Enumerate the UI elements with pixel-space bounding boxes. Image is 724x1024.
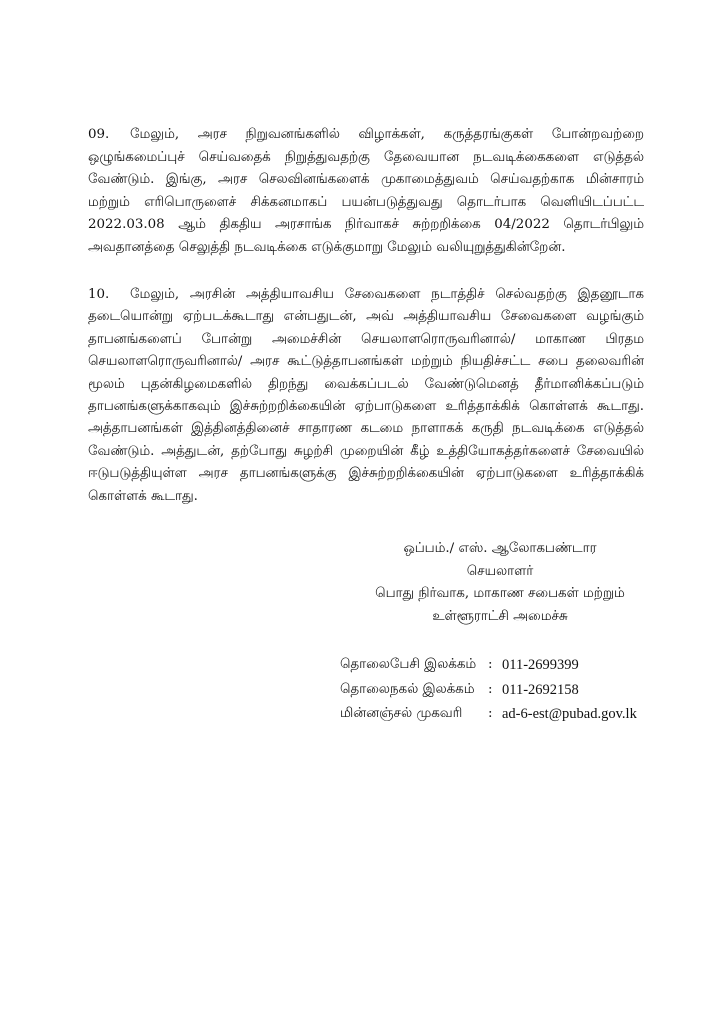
paragraph-text: மேலும், அரசின் அத்தியாவசிய சேவைகளை நடாத்திச் செல்வதற்கு இதனூடாக தடையொன்று ஏற்படக்கூடாது என்பதுடன், அவ் அத்தியாவசிய சேவைகளை வழங்கும் தாபனங்களைப் போன்று அமைச்சின் செயலாளரொருவரினால்/ மாகாண பிரதம செயலாளரொருவரினால்/ அரச கூட்டுத்தாபனங்கள் மற்றும் நியதிச்சட்ட சபை தலைவரின் மூலம் புதன்கிழமைகளில் திறந்து வைக்கப்படல் வேண்டுமெனத் தீர்மானிக்கப்படும் தாபனங்களுக்காகவும் இச்சுற்றறிக்கையின் ஏற்பாடுகளை உரித்தாக்கிக் கொள்ளக் கூடாது. அத்தாபனங்கள் இத்தினத்தினைச் சாதாரண கடமை நாளாகக் கருதி நடவடிக்கை எடுத்தல் வேண்டும். அத்துடன், தற்போது சுழற்சி முறையின் கீழ் உத்தியோகத்தர்களைச் சேவையில் ஈடுபடுத்தியுள்ள அரச தாபனங்களுக்கு இச்சுற்றறிக்கையின் ஏற்பாடுகளை உரித்தாக்கிக் கொள்ளக் கூடாது.	[88, 287, 644, 504]
ministry-name-line1: பொது நிர்வாக, மாகாண சபைகள் மற்றும்	[375, 586, 625, 601]
fax-label: தொலைநகல் இலக்கம்	[340, 681, 475, 697]
email-label: மின்னஞ்சல் முகவரி	[340, 706, 463, 721]
fax-row	[340, 678, 670, 703]
paragraph-10	[88, 284, 644, 508]
fax-value: 011-2692158	[502, 681, 579, 698]
email-row	[340, 702, 670, 727]
ministry-name-line2: உள்ளூராட்சி அமைச்சு	[432, 608, 568, 624]
telephone-row	[340, 653, 670, 678]
signature-block	[350, 538, 650, 628]
signatory-name: ஒப்பம்./ எஸ். ஆலோகபண்டார	[403, 541, 597, 556]
telephone-value: 011-2699399	[502, 657, 579, 673]
paragraph-text: மேலும், அரச நிறுவனங்களில் விழாக்கள், கருத்தரங்குகள் போன்றவற்றை ஒழுங்கமைப்புச் செய்வதைக் நிறுத்துவதற்கு தேவையான நடவடிக்கைகளை எடுத்தல் வேண்டும். இங்கு, அரச செலவினங்களைக் முகாமைத்துவம் செய்வதற்காக மின்சாரம் மற்றும் எரிபொருளைச் சிக்கனமாகப் பயன்படுத்துவது தொடர்பாக வெளியிடப்பட்ட 2022.03.08 ஆம் திகதிய அரசாங்க நிர்வாகச் சுற்றறிக்கை 04/2022 தொடர்பிலும் அவதானத்தை செலுத்தி நடவடிக்கை எடுக்குமாறு மேலும் வலியுறுத்துகின்றேன்.	[88, 127, 644, 255]
separator: :	[488, 681, 493, 697]
paragraph-number: 09.	[88, 127, 110, 142]
contact-block	[340, 653, 670, 727]
telephone-label: தொலைபேசி இலக்கம்	[340, 657, 477, 672]
paragraph-09	[88, 124, 644, 260]
signatory-title: செயலாளர்	[466, 563, 534, 579]
separator: :	[488, 706, 493, 721]
email-value: ad-6-est@pubad.gov.lk	[502, 706, 637, 722]
separator: :	[488, 657, 493, 672]
paragraph-number: 10.	[88, 287, 110, 302]
